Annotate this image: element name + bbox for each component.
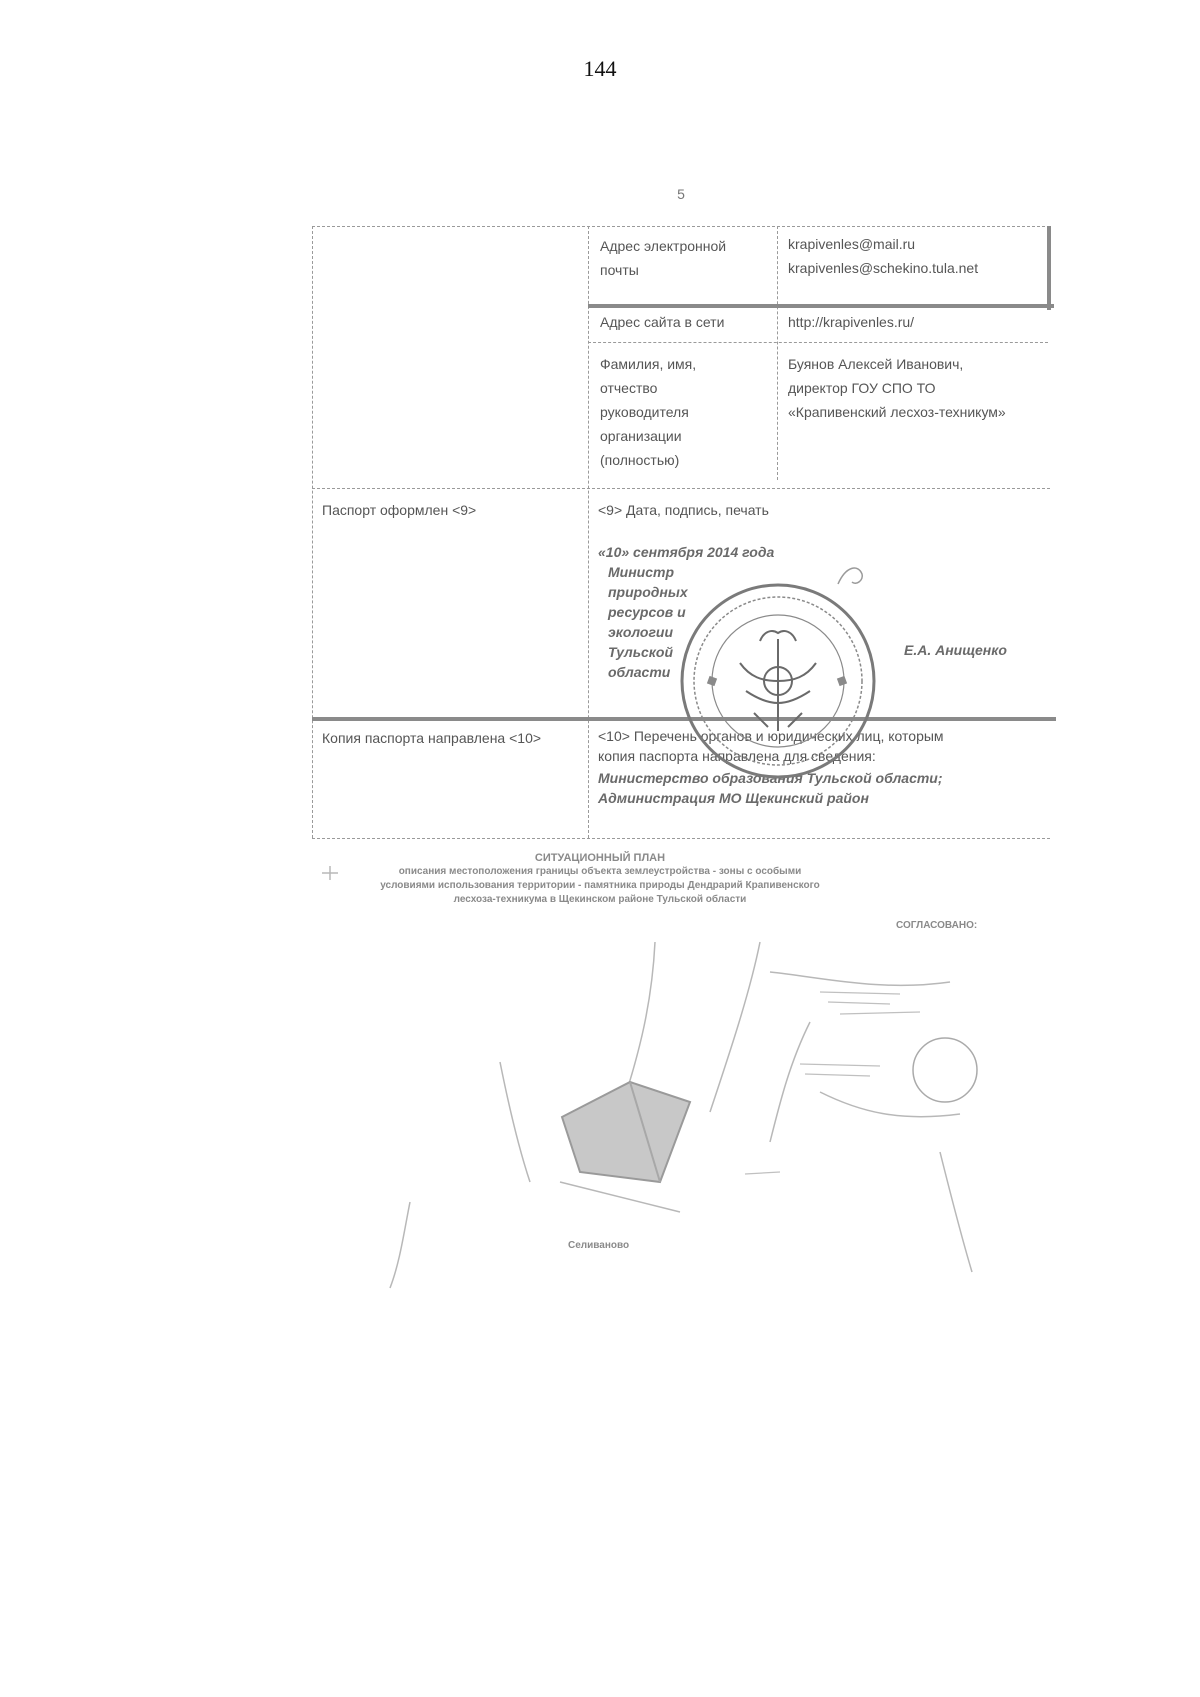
passport-date: «10» сентября 2014 года [598,544,775,560]
head-label-line: (полностью) [600,452,680,468]
email-label-line: почты [600,262,639,278]
situational-plan [300,852,1060,1322]
plan-title: СИТУАЦИОННЫЙ ПЛАН [534,852,666,864]
signer-title-line: Тульской [608,644,673,660]
head-label-line: организации [600,428,682,444]
table-rule [588,342,1048,343]
table-rule [588,226,589,838]
email-label [600,234,726,282]
head-label-line: отчество [600,380,658,396]
head-value-line: «Крапивенский лесхоз-техникум» [788,404,1006,420]
email-value: krapivenles@mail.ru [788,236,916,252]
email-label-line: Адрес электронной [600,238,727,254]
plan-subtitle-line: лесхоза-техникума в Щекинском районе Тульской области [453,894,747,905]
head-label-line: Фамилия, имя, [600,356,697,372]
email-values [788,232,978,280]
table-rule [588,304,1054,308]
plan-subtitle-line: описания местоположения границы объекта землеустройства - зоны с особыми [398,866,802,877]
signer-title-line: экологии [608,624,674,640]
email-value: krapivenles@schekino.tula.net [788,260,979,276]
signer-title-line: Министр [608,564,675,580]
page-number: 144 [583,56,617,81]
table-rule [312,838,1050,839]
head-value-line: Буянов Алексей Иванович, [788,356,964,372]
copy-note-line: <10> Перечень органов и юридических лиц, которым [598,728,944,744]
head-label [600,352,696,472]
signer-title [608,562,688,682]
inner-page-number: 5 [677,186,685,202]
scanned-passport-table [312,226,1050,846]
passport-label: Паспорт оформлен <9> [322,502,477,518]
compass-mark [322,866,338,880]
plan-parcel [562,1082,690,1182]
plan-map-drawing [300,852,1060,1322]
signer-title-line: ресурсов и [608,604,686,620]
table-rule [1047,226,1051,310]
table-rule [312,226,313,838]
table-rule [312,488,1050,489]
copy-recipient: Министерство образования Тульской области; [598,770,943,786]
official-seal-icon [678,581,878,781]
approved-label: СОГЛАСОВАНО: [896,920,978,931]
approval-seal-mark [913,1038,977,1102]
copy-label: Копия паспорта направлена <10> [322,730,542,746]
head-label-line: руководителя [600,404,689,420]
head-value-line: директор ГОУ СПО ТО [788,380,936,396]
copy-note-line: копия паспорта направлена для сведения: [598,748,876,764]
site-value: http://krapivenles.ru/ [788,314,915,330]
table-rule [312,226,1050,227]
signer-name: Е.А. Анищенко [904,642,1007,658]
place-label: Селиваново [568,1240,630,1251]
table-rule [777,226,778,480]
signer-title-line: области [608,664,671,680]
copy-recipient: Администрация МО Щекинский район [598,790,869,806]
signer-title-line: природных [608,584,688,600]
plan-subtitle-line: условиями использования территории - памятника природы Дендрарий Крапивенского [380,880,820,891]
passport-note: <9> Дата, подпись, печать [598,502,769,518]
head-value [788,352,1006,424]
site-label: Адрес сайта в сети [600,314,725,330]
